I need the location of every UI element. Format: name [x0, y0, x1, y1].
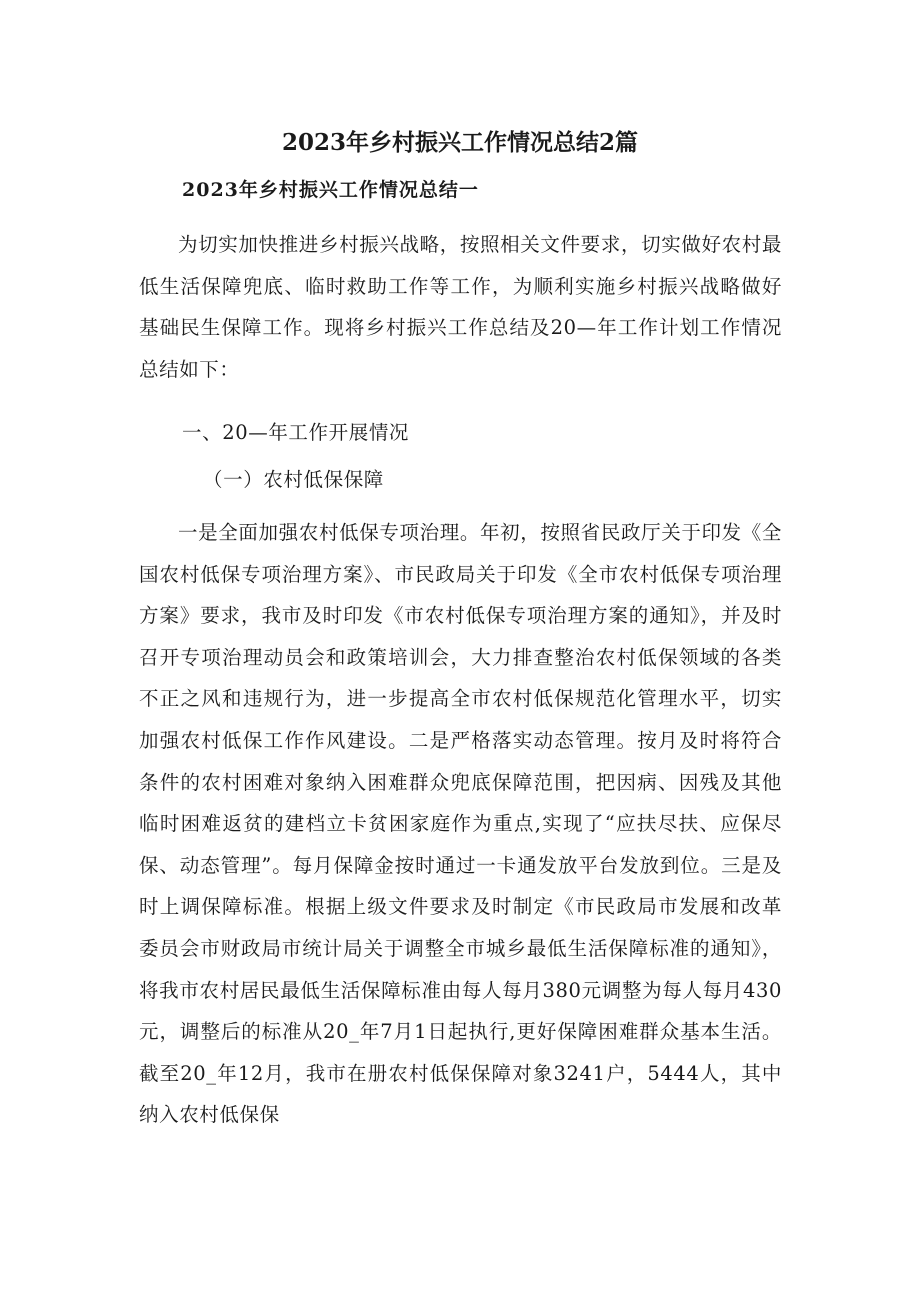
section-heading: 一、20—年工作开展情况 [182, 421, 410, 444]
document-subtitle: 2023年乡村振兴工作情况总结一 [182, 179, 479, 201]
document-title: 2023年乡村振兴工作情况总结2篇 [281, 129, 639, 156]
subsection-heading: （一）农村低保保障 [203, 468, 384, 491]
paragraph-body: 一是全面加强农村低保专项治理。年初，按照省民政厅关于印发《全国农村低保专项治理方案》、市民政局关于印发《全市农村低保专项治理方案》要求，我市及时印发《市农村低保专项治理方案的通知》，并及时召开专项治理动员会和政策培训会，大力排查整治农村低保领域的各类不正之风和违规行为，进一步提高全市农村低保规范化管理水平，切实加强农村低保工作作风建设。二是严格落实动态管理。按月及时将符合条件的农村困难对象纳入困难群众兜底保障范围，把因病、因残及其他临时困难返贫的建档立卡贫困家庭作为重点,实现了“应扶尽扶、应保尽保、动态管理”。每月保障金按时通过一卡通发放平台发放到位。三是及时上调保障标准。根据上级文件要求及时制定《市民政局市发展和改革委员会市财政局市统计局关于调整全市城乡最低生活保障标准的通知》，将我市农村居民最低生活保障标准由每人每月380元调整为每人每月430元，调整后的标准从20_年7月1日起执行,更好保障困难群众基本生活。截至20_年12月，我市在册农村低保保障对象3241户，5444人，其中纳入农村低保保 [139, 521, 782, 1127]
paragraph-intro: 为切实加快推进乡村振兴战略，按照相关文件要求，切实做好农村最低生活保障兜底、临时救助工作等工作，为顺利实施乡村振兴战略做好基础民生保障工作。现将乡村振兴工作总结及20—年工作计划工作情况总结如下： [139, 233, 782, 381]
